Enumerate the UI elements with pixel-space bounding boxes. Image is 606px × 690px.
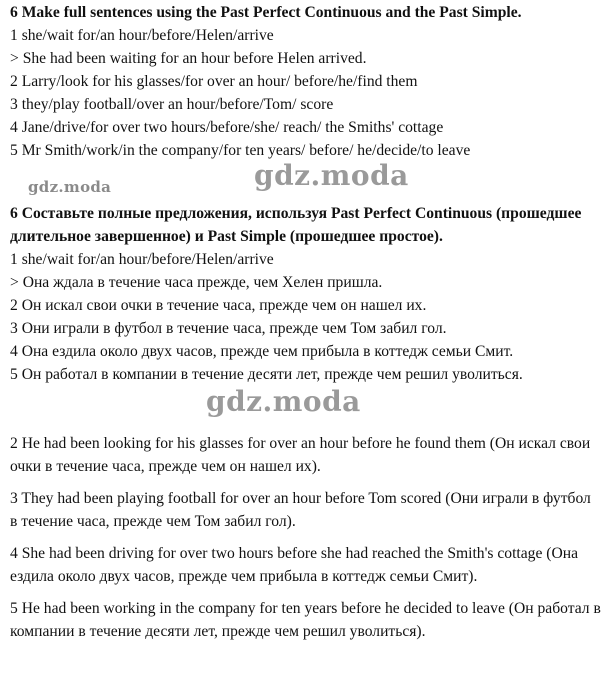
watermark-row-middle [10,386,602,432]
task-line: 1 she/wait for/an hour/before/Helen/arrive [10,27,274,44]
task-heading-ru: 6 Составьте полные предложения, используя Past Perfect Continuous (прошедшее длительное завершенное) и Past Simple (прошедшее простое). [10,205,582,245]
task-line-ru: 4 Она ездила около двух часов, прежде чем прибыла в коттедж семьи Смит. [10,343,514,360]
watermark-middle: gdz.moda [206,385,361,418]
task-line-ru: 3 Они играли в футбол в течение часа, прежде чем Том забил гол. [10,320,447,337]
task-line-ru: 5 Он работал в компании в течение десяти лет, прежде чем решил уволиться. [10,366,523,383]
task-line-ru: 2 Он искал свои очки в течение часа, прежде чем он нашел их. [10,297,427,314]
answer-paragraph: 3 They had been playing football for over an hour before Tom scored (Они играли в футбол в течение часа, прежде чем Том забил гол). [10,490,591,530]
exercise-page [10,1,602,652]
watermark-small: gdz.moda [28,178,112,196]
task-line: 5 Mr Smith/work/in the company/for ten years/ before/ he/decide/to leave [10,142,471,159]
task-heading-en: 6 Make full sentences using the Past Perfect Continuous and the Past Simple. [10,4,522,21]
watermark-big: gdz.moda [254,159,409,192]
answer-paragraph: 2 He had been looking for his glasses for over an hour before he found them (Он искал свои очки в течение часа, прежде чем он нашел их). [10,435,591,475]
task-line: 2 Larry/look for his glasses/for over an hour/ before/he/find them [10,73,418,90]
task-line: 3 they/play football/over an hour/before/Tom/ score [10,96,334,113]
task-line: 4 Jane/drive/for over two hours/before/she/ reach/ the Smiths' cottage [10,119,444,136]
task-line-ru: 1 she/wait for/an hour/before/Helen/arrive [10,251,274,268]
answer-paragraph: 5 He had been working in the company for ten years before he decided to leave (Он работал в компании в течение десяти лет, прежде чем решил уволиться). [10,600,601,640]
task-line-ru: > Она ждала в течение часа прежде, чем Хелен пришла. [10,274,383,291]
watermark-row [10,159,602,202]
task-line: > She had been waiting for an hour before Helen arrived. [10,50,367,67]
answer-paragraph: 4 She had been driving for over two hours before she had reached the Smith's cottage (Она ездила около двух часов, прежде чем прибыла в коттедж семьи Смит). [10,545,579,585]
